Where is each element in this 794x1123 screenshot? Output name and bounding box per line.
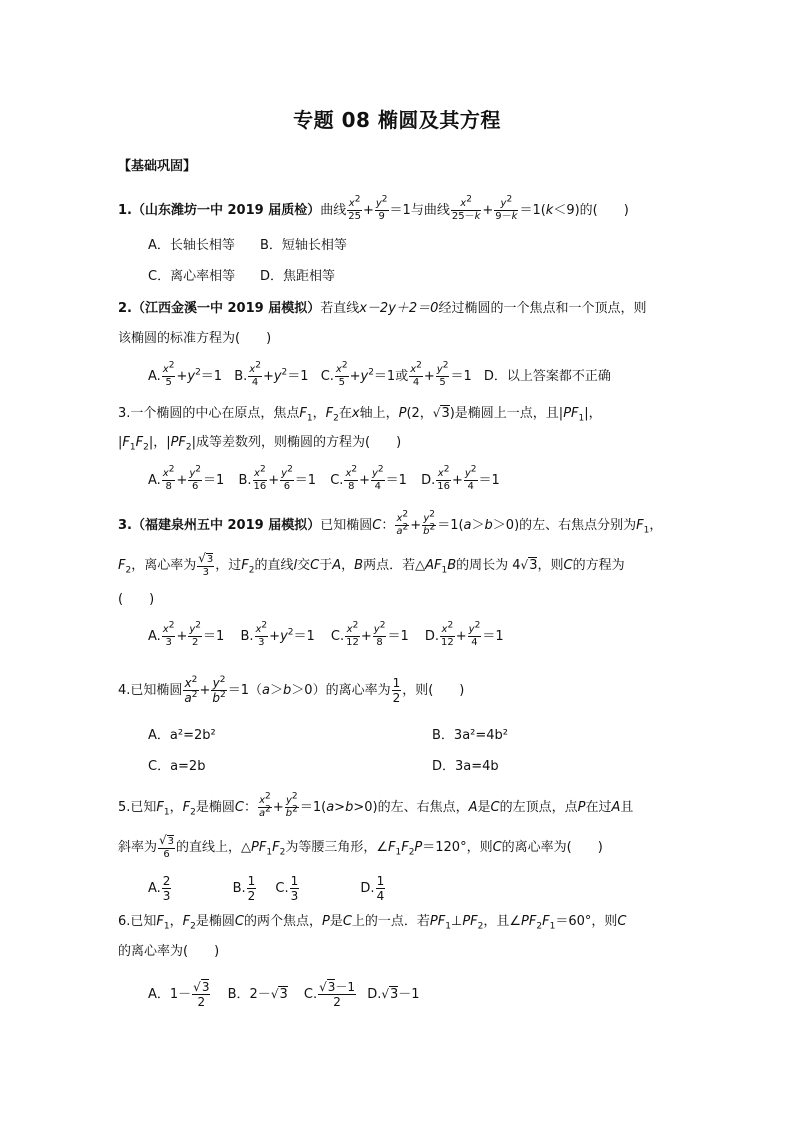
question-2-stem-cont: 该椭圆的标准方程为( ) — [118, 331, 272, 346]
q3b-option-b[interactable]: B. $\frac{x^2}{3}$ $+y^2=1$ — [240, 620, 315, 648]
question-4-stem: 4.已知椭圆 $\frac{x^2}{a^2}$ + $\frac{y^2}{b^2}$ ＝1（a＞b＞0）的离心率为 $\frac{1}{2}$ ，则( ) — [118, 675, 465, 705]
q6-option-d[interactable]: D.√3－1 — [367, 987, 420, 1002]
question-3b-stem: 3.（福建泉州五中 2019 届模拟）已知椭圆C： $\frac{x^2}{a^2}$ + $\frac{y^2}{b^2}$ ＝1(a＞b＞0)的左、右焦点分别为$F_1$， — [118, 509, 663, 537]
q3a-option-a[interactable]: A. $\frac{x^2}{8}$ + $\frac{y^2}{6}$ ＝1 — [148, 464, 225, 492]
question-5-stem-cont: 斜率为 $\frac{√3}{6}$ 的直线上，$\triangle PF_1F_2$为等腰三角形，$\angle F_1F_2P=120^\circ$，则C的离心率为( ) — [118, 833, 603, 860]
q3a-option-d[interactable]: D. $\frac{x^2}{16}$ + $\frac{y^2}{4}$ ＝1 — [421, 464, 500, 492]
section-heading: 【基础巩固】 — [118, 159, 197, 174]
question-3b-paren: ( ) — [118, 592, 155, 607]
question-3b-stem-cont: $F_2$，离心率为 $\frac{√3}{3}$ ，过$F_2$的直线l交C于A，B两点．若$\triangle AF_1B$的周长为 4√3，则C的方程为 — [118, 551, 625, 578]
q3b-option-d[interactable]: D. $\frac{x^2}{12}$ + $\frac{y^2}{4}$ ＝1 — [424, 620, 504, 648]
q3a-options — [148, 464, 500, 493]
question-1-stem: 1.（山东潍坊一中 2019 届质检）曲线 $\frac{x^2}{25}$ + $\frac{y^2}{9}$ ＝1与曲线 $\frac{x^2}{25-k}$ + $\frac{y^2}{9-k}$ ＝1(k＜9)的( ) — [118, 194, 629, 222]
question-3a-stem-cont: $|F_1F_2|$，$|PF_2|$成等差数列，则椭圆的方程为( ) — [118, 435, 402, 453]
q2-option-d[interactable]: D．以上答案都不正确 — [483, 369, 611, 384]
q1-option-c[interactable]: C．离心率相等 — [148, 269, 236, 284]
q1-option-b[interactable]: B．短轴长相等 — [260, 238, 347, 253]
question-5-stem: 5.已知$F_1$，$F_2$是椭圆C： $\frac{x^2}{a^2}$ + $\frac{y^2}{b^2}$ ＝1(a>b>0)的左、右焦点，A是C的左顶点，点P在过A且 — [118, 791, 634, 819]
q2-option-a[interactable]: A. $\frac{x^2}{5}$ $+y^2=1$ — [148, 360, 223, 388]
q2-options — [148, 360, 611, 389]
q4-option-d[interactable]: D．3a=4b — [432, 759, 499, 774]
page-title: 专题 08 椭圆及其方程 — [293, 108, 501, 132]
q3a-option-b[interactable]: B. $\frac{x^2}{16}$ + $\frac{y^2}{6}$ ＝1 — [238, 464, 317, 492]
question-6-stem-cont: 的离心率为( ) — [118, 944, 220, 959]
q6-option-a[interactable]: A．1－ $\frac{√3}{2}$ — [148, 980, 210, 1009]
q1-option-d[interactable]: D．焦距相等 — [260, 269, 336, 284]
q5-options — [148, 874, 386, 903]
q6-option-b[interactable]: B．2－√3 — [227, 987, 288, 1002]
q4-option-c[interactable]: C．a=2b — [148, 759, 206, 774]
q3b-options — [148, 620, 504, 649]
q5-option-b[interactable]: B. $\frac{1}{2}$ — [232, 874, 256, 903]
q6-options — [148, 980, 420, 1009]
q5-option-a[interactable]: A. $\frac{2}{3}$ — [148, 874, 171, 903]
q1-option-a[interactable]: A．长轴长相等 — [148, 238, 235, 253]
q4-option-a[interactable]: A．a²=2b² — [148, 728, 216, 743]
q2-option-b[interactable]: B. $\frac{x^2}{4}$ $+y^2=1$ — [234, 360, 309, 388]
q6-option-c[interactable]: C. $\frac{√3-1}{2}$ — [303, 980, 356, 1009]
q2-option-c[interactable]: C. $\frac{x^2}{5}$ $+y^2=1$或 $\frac{x^2}{4}$ + $\frac{y^2}{5}$ ＝1 — [320, 360, 472, 388]
q3b-option-a[interactable]: A. $\frac{x^2}{3}$ + $\frac{y^2}{2}$ ＝1 — [148, 620, 225, 648]
q5-option-d[interactable]: D. $\frac{1}{4}$ — [360, 874, 385, 903]
question-3a-stem: 3.一个椭圆的中心在原点，焦点$F_1$，$F_2$在x轴上，P(2，√3)是椭圆上一点，且$|PF_1|$， — [118, 406, 602, 424]
q3a-option-c[interactable]: C. $\frac{x^2}{8}$ + $\frac{y^2}{4}$ ＝1 — [330, 464, 407, 492]
question-6-stem: 6.已知$F_1$，$F_2$是椭圆C的两个焦点，P是C上的一点．若$PF_1\perp PF_2$，且$\angle PF_2F_1=60^\circ$，则C — [118, 914, 627, 932]
q4-option-b[interactable]: B．3a²=4b² — [432, 728, 508, 743]
q5-option-c[interactable]: C. $\frac{1}{3}$ — [275, 874, 299, 903]
question-2-stem: 2.（江西金溪一中 2019 届模拟）若直线x－2y＋2＝0经过椭圆的一个焦点和一个顶点，则 — [118, 301, 647, 316]
q3b-option-c[interactable]: C. $\frac{x^2}{12}$ + $\frac{y^2}{8}$ ＝1 — [330, 620, 409, 648]
